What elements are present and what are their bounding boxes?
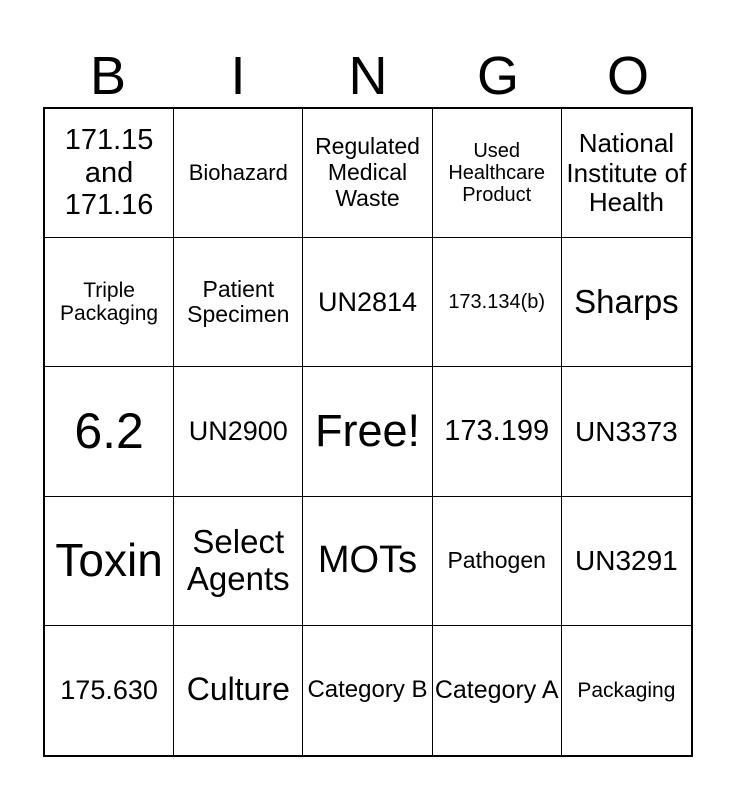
cell-label: Biohazard [188,159,288,185]
cell-label: UN3373 [575,415,678,447]
header-letter-g: G [476,46,519,106]
cell-label: Category B [307,675,428,703]
bingo-cell-r2c3[interactable] [303,238,432,367]
bingo-cell-r3c2[interactable] [174,367,303,496]
cell-label: Select Agents [186,522,290,597]
bingo-cell-r4c3[interactable] [303,497,432,626]
bingo-cell-r1c3[interactable] [303,109,432,238]
bingo-cell-r3c5[interactable] [562,367,691,496]
header-letter-n: N [348,46,388,106]
bingo-cell-r5c2[interactable] [174,626,303,755]
cell-label: UN3291 [575,545,678,577]
cell-label: Used Healthcare Product [448,139,546,207]
cell-label: 175.630 [60,675,158,706]
header-letter-b: B [89,46,127,106]
cell-label: UN2814 [317,287,418,318]
bingo-cell-r5c5[interactable] [562,626,691,755]
cell-label: MOTs [317,539,418,582]
bingo-cell-r4c1[interactable] [45,497,174,626]
cell-label: Toxin [55,533,163,586]
bingo-cell-r5c4[interactable] [433,626,562,755]
header-letter-i: I [230,46,246,106]
bingo-cell-r3c1[interactable] [45,367,174,496]
bingo-cell-r5c3[interactable] [303,626,432,755]
bingo-cell-r1c5[interactable] [562,109,691,238]
bingo-cell-r3c4[interactable] [433,367,562,496]
cell-label: Packaging [577,678,676,702]
cell-label: 171.15 and 171.16 [64,124,154,222]
bingo-header [43,44,693,108]
bingo-cell-r1c2[interactable] [174,109,303,238]
cell-label: Category A [434,676,559,705]
cell-label: Patient Specimen [187,275,290,328]
bingo-grid [43,107,693,757]
bingo-cell-r4c2[interactable] [174,497,303,626]
bingo-cell-free[interactable] [303,367,432,496]
bingo-cell-r2c4[interactable] [433,238,562,367]
cell-label: Regulated Medical Waste [315,133,420,211]
bingo-cell-r2c2[interactable] [174,238,303,367]
bingo-cell-r2c1[interactable] [45,238,174,367]
cell-label: Pathogen [447,546,546,573]
cell-label: 173.199 [444,415,550,448]
cell-label: UN2900 [188,416,288,447]
bingo-cell-r5c1[interactable] [45,626,174,755]
cell-label: Sharps [574,282,679,320]
bingo-cell-r4c5[interactable] [562,497,691,626]
cell-label: 173.134(b) [448,291,546,314]
cell-label: National Institute of Health [566,128,687,217]
bingo-cell-r2c5[interactable] [562,238,691,367]
header-letter-o: O [606,46,649,106]
bingo-cell-r1c4[interactable] [433,109,562,238]
bingo-cell-r4c4[interactable] [433,497,562,626]
cell-label: Free! [314,405,420,457]
cell-label: Triple Packaging [60,278,159,326]
cell-label: 6.2 [74,403,144,460]
cell-label: Culture [186,671,290,708]
bingo-cell-r1c1[interactable] [45,109,174,238]
